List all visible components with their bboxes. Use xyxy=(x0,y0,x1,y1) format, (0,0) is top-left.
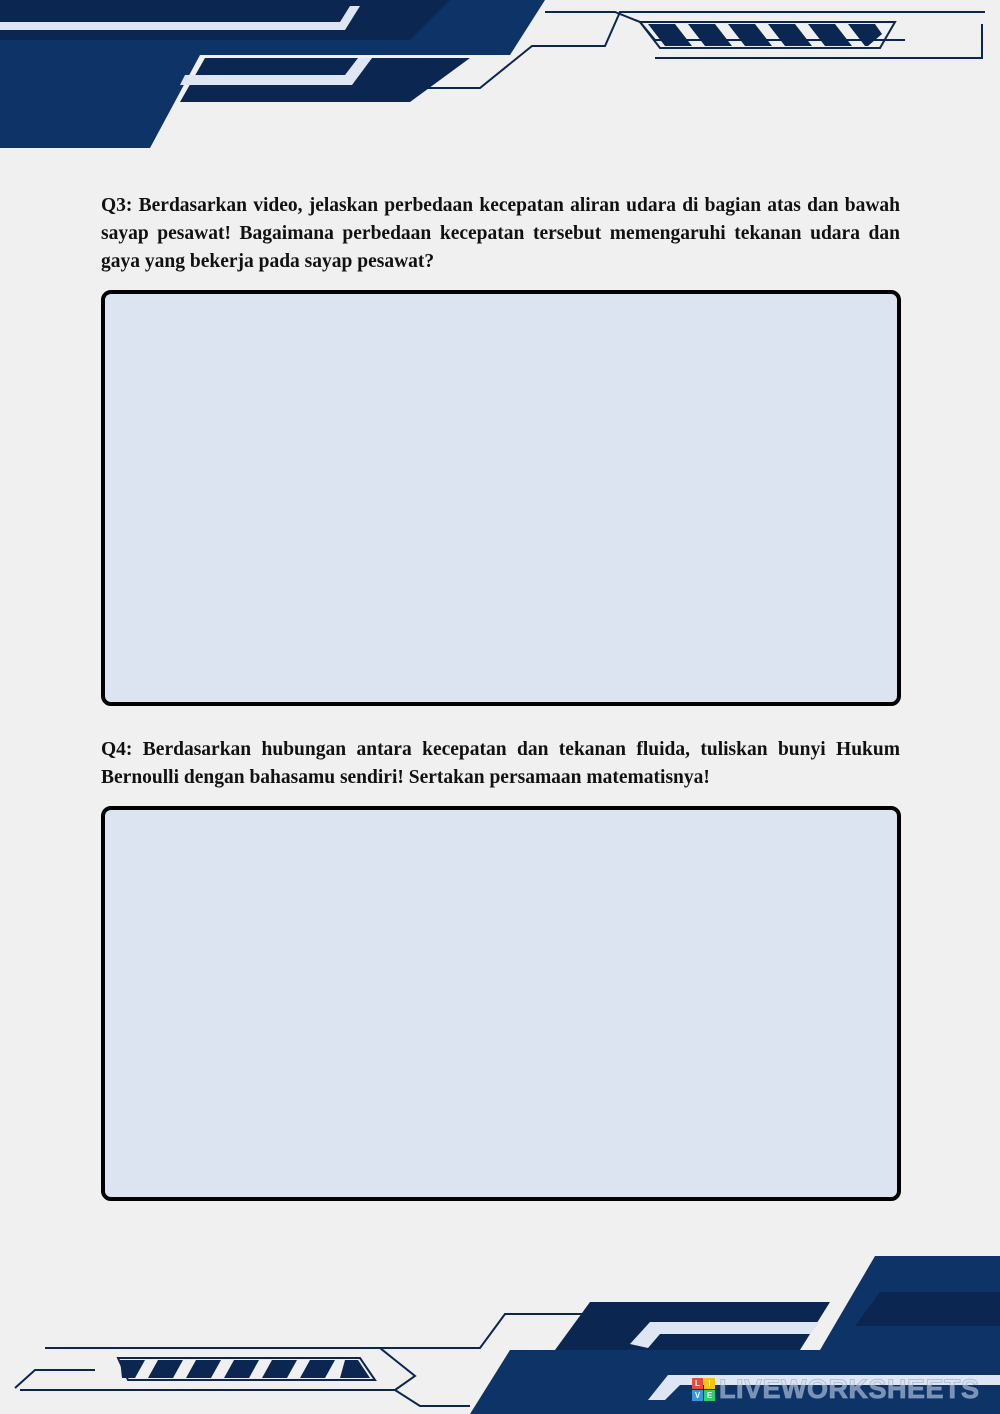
logo-letter-e: E xyxy=(704,1390,715,1401)
liveworksheets-watermark xyxy=(692,1374,980,1404)
question-3-text: Q3: Berdasarkan video, jelaskan perbedaan kecepatan aliran udara di bagian atas dan bawah sayap pesawat! Bagaimana perbedaan kecepatan tersebut memengaruhi tekanan udara dan gaya yang bekerja pada sayap pesawat? xyxy=(101,195,900,272)
question-4-text: Q4: Berdasarkan hubungan antara kecepatan dan tekanan fluida, tuliskan bunyi Hukum Bernoulli dengan bahasamu sendiri! Sertakan persamaan matematisnya! xyxy=(101,739,900,788)
liveworksheets-logo-icon xyxy=(692,1378,715,1401)
header-decoration xyxy=(0,0,1000,160)
watermark-text: LIVEWORKSHEETS xyxy=(719,1373,980,1404)
logo-letter-l: L xyxy=(692,1378,703,1389)
logo-letter-v: V xyxy=(692,1390,703,1401)
answer-box-q3[interactable] xyxy=(101,290,901,706)
logo-letter-i: I xyxy=(704,1378,715,1389)
answer-box-q4[interactable] xyxy=(101,806,901,1201)
